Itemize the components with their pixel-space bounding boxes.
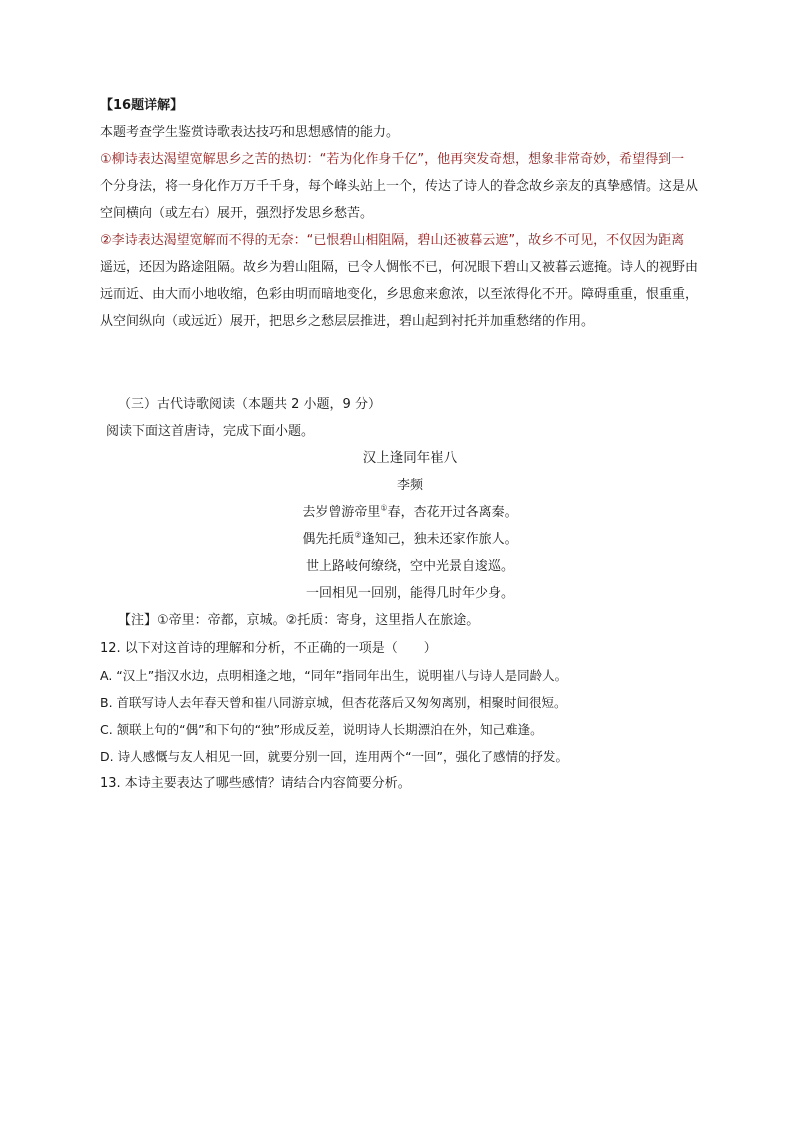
analysis-p2-line1: ②李诗表达渴望宽解而不得的无奈：“已恨碧山相阻隔，碧山还被暮云遮”，故乡不可见，不仅因为距离 bbox=[100, 233, 685, 248]
poem-line-1-a: 去岁曾游帝里 bbox=[302, 505, 381, 520]
analysis-section bbox=[100, 92, 720, 335]
questions-section bbox=[100, 635, 720, 797]
analysis-p1-line1: ①柳诗表达渴望宽解思乡之苦的热切：“若为化作身千亿”，他再突发奇想，想象非常奇妙，希望得到一 bbox=[100, 152, 685, 167]
option-c: C. 颔联上句的“偶”和下句的“独”形成反差，说明诗人长期漂泊在外，知己难逢。 bbox=[100, 722, 543, 737]
poem-line-3: 世上路岐何缭绕，空中光景自逡巡。 bbox=[305, 559, 514, 574]
question-12: 12. 以下对这首诗的理解和分析，不正确的一项是（ ） bbox=[100, 641, 437, 656]
footnote-mark-2: ② bbox=[354, 530, 362, 540]
poem-line-1-b: 春，杏花开过各离秦。 bbox=[387, 505, 518, 520]
poem-note: 【注】①帝里：帝都，京城。②托质：寄身，这里指人在旅途。 bbox=[118, 613, 480, 628]
poem-line-2-a: 偶先托质 bbox=[302, 532, 355, 547]
poem-line-1 bbox=[100, 499, 720, 526]
footnote-mark-1: ① bbox=[380, 503, 388, 513]
option-b: B. 首联写诗人去年春天曾和崔八同游京城，但杏花落后又匆匆离别，相聚时间很短。 bbox=[100, 695, 567, 710]
analysis-heading: 【16题详解】 bbox=[100, 98, 184, 113]
section-title: （三）古代诗歌阅读（本题共 2 小题，9 分） bbox=[118, 397, 381, 412]
poem-line-4: 一回相见一回别，能得几时年少身。 bbox=[305, 586, 514, 601]
poem-line-2-b: 逢知己，独未还家作旅人。 bbox=[361, 532, 518, 547]
poem-author: 李频 bbox=[396, 478, 423, 493]
section-instruction: 阅读下面这首唐诗，完成下面小题。 bbox=[106, 424, 315, 439]
analysis-p2-line2: 遥远，还因为路途阻隔。故乡为碧山阻隔，已令人惆怅不已，何况眼下碧山又被暮云遮掩。诗人的视野由 bbox=[100, 260, 699, 275]
analysis-p2-line4: 从空间纵向（或远近）展开，把思乡之愁层层推进，碧山起到衬托并加重愁绪的作用。 bbox=[100, 314, 595, 329]
option-d: D. 诗人感慨与友人相见一回，就要分别一回，连用两个“一回”，强化了感情的抒发。 bbox=[100, 749, 569, 764]
poem-title: 汉上逢同年崔八 bbox=[362, 450, 458, 466]
analysis-p2-line3: 远而近、由大而小地收缩，色彩由明而暗地变化，乡思愈来愈浓，以至浓得化不开。障碍重重，恨重重， bbox=[100, 287, 699, 302]
analysis-p1-line3: 空间横向（或左右）展开，强烈抒发思乡愁苦。 bbox=[100, 206, 374, 221]
option-a: A. “汉上”指汉水边，点明相逢之地，“同年”指同年出生，说明崔八与诗人是同龄人。 bbox=[100, 668, 568, 683]
poetry-section bbox=[100, 391, 720, 634]
question-13: 13. 本诗主要表达了哪些感情？请结合内容简要分析。 bbox=[100, 776, 411, 791]
analysis-p1-line2: 个分身法，将一身化作万万千千身，每个峰头站上一个，传达了诗人的眷念故乡亲友的真挚感情。这是从 bbox=[100, 179, 699, 194]
poem-line-2 bbox=[100, 526, 720, 553]
analysis-intro: 本题考查学生鉴赏诗歌表达技巧和思想感情的能力。 bbox=[100, 125, 400, 140]
